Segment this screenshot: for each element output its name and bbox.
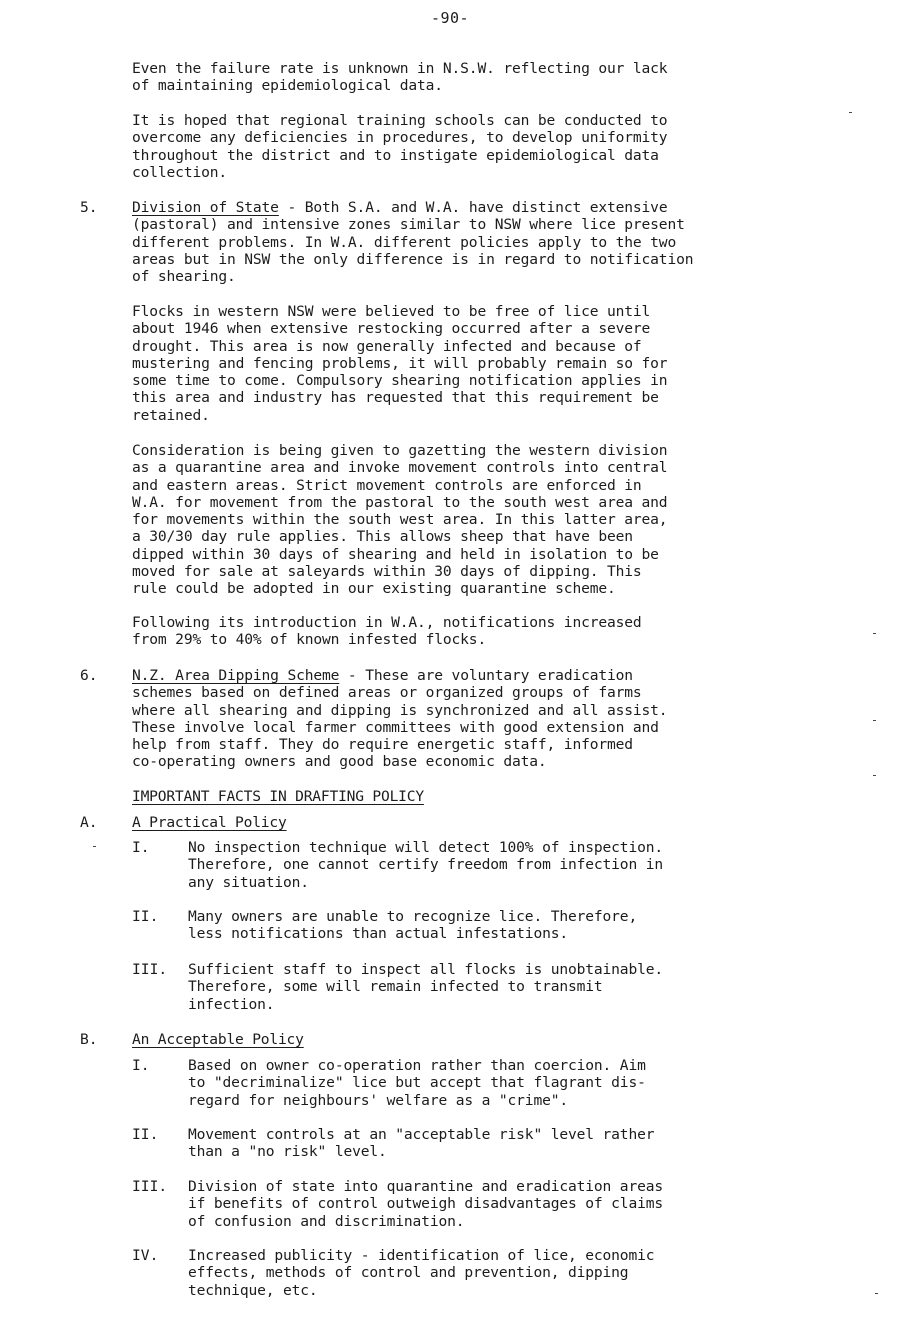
section-5-number: 5. [80,199,98,216]
scan-speck [93,846,96,847]
section-a-item-numeral: II. [132,908,159,925]
section-a-letter: A. [80,814,98,831]
section-a-item-numeral: III. [132,961,168,978]
section-5-division-of-state [132,199,792,285]
section-b-item-numeral: III. [132,1178,168,1195]
paragraph-failure-rate: Even the failure rate is unknown in N.S.W. reflecting our lack of maintaining epidemiological data. [132,60,668,95]
section-b-letter: B. [80,1031,98,1048]
facts-heading: IMPORTANT FACTS IN DRAFTING POLICY [132,788,424,805]
page-number: -90- [430,9,470,27]
section-b-item-text: Increased publicity - identification of lice, economic effects, methods of control and prevention, dipping technique, etc. [188,1247,655,1299]
section-b-item-numeral: I. [132,1057,150,1074]
section-a-title: A Practical Policy [132,814,287,831]
section-b-item-numeral: IV. [132,1247,159,1264]
section-b-title: An Acceptable Policy [132,1031,304,1048]
section-b-item-text: Based on owner co-operation rather than coercion. Aim to "decriminalize" lice but accept that flagrant dis- regard for neighbours' welfare as a "crime". [188,1057,646,1109]
section-a-item-text: Sufficient staff to inspect all flocks is unobtainable. Therefore, some will remain infected to transmit infection. [188,961,663,1013]
section-a-item-text: Many owners are unable to recognize lice. Therefore, less notifications than actual infestations. [188,908,638,943]
section-6-number: 6. [80,667,98,684]
section-b-item-text: Division of state into quarantine and eradication areas if benefits of control outweigh disadvantages of claims of confusion and discrimination. [188,1178,663,1230]
scan-speck [873,633,876,634]
paragraph-quarantine-consideration: Consideration is being given to gazetting the western division as a quarantine area and invoke movement controls into central and eastern areas. Strict movement controls are enforced in W.A. for movement from the pastoral to the south west area and for movements within the south west area. In this latter area, a 30/30 day rule applies. This allows sheep that have been dipped within 30 days of shearing and held in isolation to be moved for sale at saleyards within 30 days of dipping. This rule could be adopted in our existing quarantine scheme. [132,442,668,598]
section-b-item-numeral: II. [132,1126,159,1143]
paragraph-notifications-increase: Following its introduction in W.A., notifications increased from 29% to 40% of known infested flocks. [132,614,642,649]
paragraph-western-flocks: Flocks in western NSW were believed to be free of lice until about 1946 when extensive restocking occurred after a severe drought. This area is now generally infected and because of mustering and fencing problems, it will probably remain so for some time to come. Compulsory shearing notification applies in this area and industry has requested that this requirement be retained. [132,303,668,424]
scan-speck [849,112,852,113]
section-b-item-text: Movement controls at an "acceptable risk" level rather than a "no risk" level. [188,1126,655,1161]
scan-speck [875,1293,878,1294]
paragraph-training-schools: It is hoped that regional training schools can be conducted to overcome any deficiencies in procedures, to develop uniformity throughout the district and to instigate epidemiological data collection. [132,112,668,181]
section-5-title: Division of State [132,199,279,216]
scan-speck [873,775,876,776]
section-6-text: - These are voluntary eradication schemes based on defined areas or organized groups of farms where all shearing and dipping is synchronized and all assist. These involve local farmer committees with good extension and help from staff. They do require energetic staff, informed co-operating owners and good base economic data. [132,667,668,771]
section-6-title: N.Z. Area Dipping Scheme [132,667,340,684]
section-5-text: - Both S.A. and W.A. have distinct extensive (pastoral) and intensive zones similar to NSW where lice present different problems. In W.A. different policies apply to the two areas but in NSW the only difference is in regard to notification of shearing. [132,199,694,286]
section-a-item-text: No inspection technique will detect 100% of inspection. Therefore, one cannot certify freedom from infection in any situation. [188,839,663,891]
scan-speck [873,720,876,721]
section-a-item-numeral: I. [132,839,150,856]
section-6-nz-dipping [132,667,792,771]
